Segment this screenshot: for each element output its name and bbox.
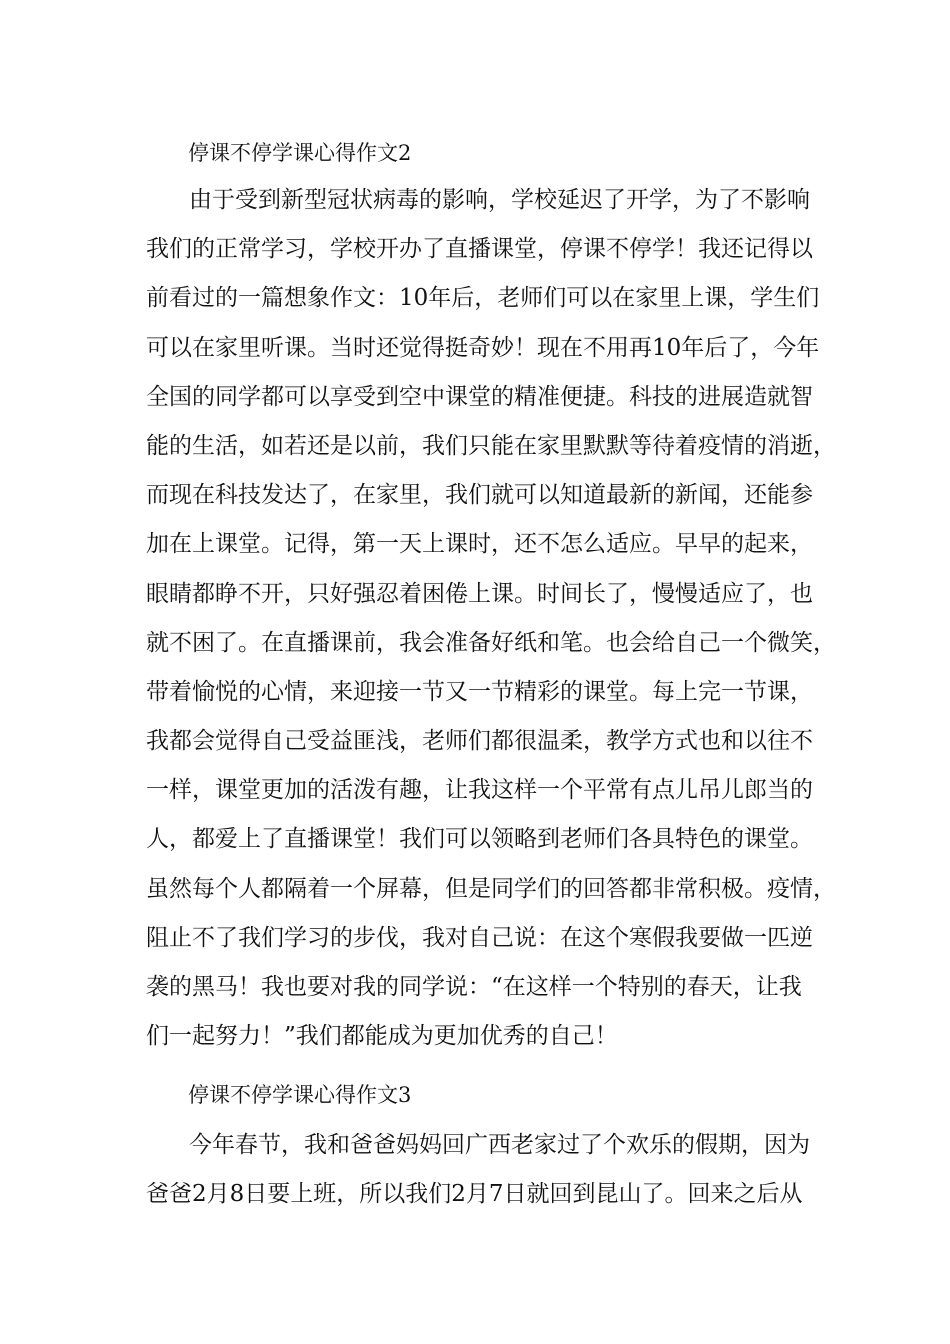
- section-heading: 停课不停学课心得作文2: [188, 141, 412, 165]
- paragraph-line: 阻止不了我们学习的步伐，我对自己说：在这个寒假我要做一匹逆: [146, 924, 813, 951]
- paragraph-line: 们一起努力！”我们都能成为更加优秀的自己！: [146, 1023, 618, 1050]
- paragraph-line: 今年春节，我和爸爸妈妈回广西老家过了个欢乐的假期，因为: [189, 1132, 810, 1158]
- paragraph-line: 由于受到新型冠状病毒的影响，学校延迟了开学，为了不影响: [189, 187, 810, 213]
- paragraph-line: 前看过的一篇想象作文：10年后，老师们可以在家里上课，学生们: [146, 285, 820, 312]
- paragraph-line: 带着愉悦的心情，来迎接一节又一节精彩的课堂。每上完一节课，: [146, 678, 813, 705]
- paragraph-line: 我们的正常学习，学校开办了直播课堂，停课不停学！我还记得以: [146, 236, 813, 263]
- paragraph-line: 能的生活，如若还是以前，我们只能在家里默默等待着疫情的消逝，: [146, 432, 836, 459]
- paragraph-line: 虽然每个人都隔着一个屏幕，但是同学们的回答都非常积极。疫情，: [146, 875, 836, 902]
- paragraph-line: 全国的同学都可以享受到空中课堂的精准便捷。科技的进展造就智: [146, 383, 813, 410]
- paragraph-line: 可以在家里听课。当时还觉得挺奇妙！现在不用再10年后了，今年: [146, 334, 820, 361]
- paragraph-line: 眼睛都睁不开，只好强忍着困倦上课。时间长了，慢慢适应了，也: [146, 580, 813, 607]
- paragraph-line: 袭的黑马！我也要对我的同学说：“在这样一个特别的春天，让我: [146, 974, 802, 1000]
- paragraph-line: 而现在科技发达了，在家里，我们就可以知道最新的新闻，还能参: [146, 482, 813, 509]
- paragraph-line: 一样，课堂更加的活泼有趣，让我这样一个平常有点儿吊儿郎当的: [146, 777, 813, 804]
- paragraph-line: 爸爸2月8日要上班，所以我们2月7日就回到昆山了。回来之后从: [146, 1181, 803, 1208]
- paragraph-line: 我都会觉得自己受益匪浅，老师们都很温柔，教学方式也和以往不: [146, 728, 813, 755]
- section-heading: 停课不停学课心得作文3: [188, 1083, 412, 1107]
- essay-paragraph: [146, 1121, 826, 1219]
- essay-paragraph: [146, 176, 836, 1061]
- paragraph-line: 人，都爱上了直播课堂！我们可以领略到老师们各具特色的课堂。: [146, 826, 813, 853]
- paragraph-line: 加在上课堂。记得，第一天上课时，还不怎么适应。早早的起来，: [146, 531, 813, 558]
- paragraph-line: 就不困了。在直播课前，我会准备好纸和笔。也会给自己一个微笑，: [146, 629, 836, 656]
